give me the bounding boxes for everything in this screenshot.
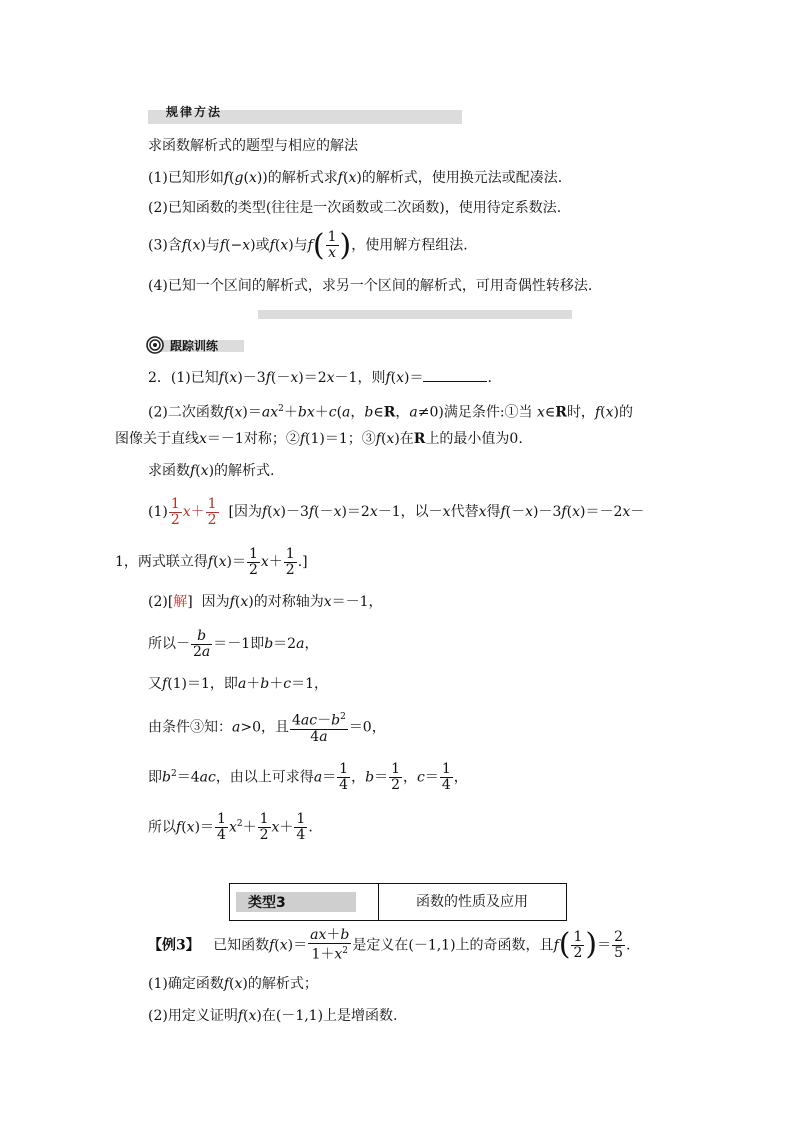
solution-line-1: (2)[解] 因为f(x)的对称轴为x＝－1，: [148, 594, 383, 610]
method-item-3: (3)含f(x)与f(−x)或f(x)与f( $\frac{1}{x}$ )，使用解方程组法.: [148, 227, 468, 263]
method-item-4: (4)已知一个区间的解析式，求另一个区间的解析式，可用奇偶性转移法.: [148, 278, 593, 294]
practice-header: [146, 336, 244, 354]
q2-part2-line1: (2)二次函数$f(x)=ax^2+bx+c(a$，b∈R，a≠0)满足条件:①当 x∈R时，f(x)的: [148, 404, 633, 421]
solution-line-3: 又f(1)＝1，即a＋b＋c＝1，: [148, 676, 329, 692]
q2-part2-line3: 求函数f(x)的解析式.: [148, 463, 275, 479]
solution-line-6: 所以f(x)＝ $\frac{1}{4}$ $x^2+$ $\frac{1}{2}$ x＋ $\frac{1}{4}$ .: [148, 811, 313, 844]
solution-label: 解: [173, 594, 188, 610]
example3-statement: 【例3】 已知函数f(x)＝ $\frac{ax+b}{1+x^2}$ 是定义在(－1,1)上的奇函数，且f( $\frac{1}{2}$ )＝ $\frac{2}{5}$ .: [148, 927, 631, 963]
example3-q2: (2)用定义证明f(x)在(－1,1)上是增函数.: [148, 1008, 398, 1024]
example3-q1: (1)确定函数f(x)的解析式；: [148, 976, 318, 992]
answer1-line2: 1，两式联立得f(x)＝ $\frac{1}{2}$ x＋ $\frac{1}{2}$ .]: [115, 545, 308, 578]
method-tag: 规律方法: [166, 105, 223, 119]
method-title: 求函数解析式的题型与相应的解法: [148, 138, 358, 154]
q2-part2-line2: 图像关于直线x＝－1对称；②f(1)＝1；③f(x)在R上的最小值为0.: [115, 431, 523, 447]
spiral-target-icon: [146, 336, 164, 354]
example3-label: 【例3】: [148, 937, 200, 954]
solution-line-5: 即$b^2=4ac$，由以上可求得a＝ $\frac{1}{4}$ ，b＝ $\frac{1}{2}$ ，c＝ $\frac{1}{4}$ ，: [148, 761, 468, 794]
method-item-2: (2)已知函数的类型(往往是一次函数或二次函数)，使用待定系数法.: [148, 200, 562, 216]
q2-part1: 2．(1)已知f(x)－3f(－x)＝2x－1，则f(x)＝ .: [148, 367, 492, 388]
answer-blank[interactable]: [423, 367, 487, 382]
practice-tag: 跟踪训练: [170, 339, 219, 353]
type3-label-cell: [230, 884, 379, 920]
type3-box: [229, 883, 567, 921]
type3-title: 函数的性质及应用: [416, 894, 528, 910]
solution-line-4: 由条件③知：a>0，且 $\frac{4ac-b^2}{4a}$ ＝0，: [148, 712, 386, 745]
method-item-1: (1)已知形如f(g(x))的解析式求f(x)的解析式，使用换元法或配凑法.: [148, 170, 563, 186]
method-footer-band: [258, 310, 572, 319]
solution-line-2: 所以－ $\frac{b}{2a}$ ＝－1即b＝2a，: [148, 627, 319, 660]
type3-label: 类型3: [248, 895, 286, 911]
answer1-line1: (1) $\frac{1}{2}$ x＋ $\frac{1}{2}$ [因为f(x)－3f(－x)＝2x－1，以－x代替x得f(－x)－3f(x)＝－2x－: [148, 495, 645, 528]
